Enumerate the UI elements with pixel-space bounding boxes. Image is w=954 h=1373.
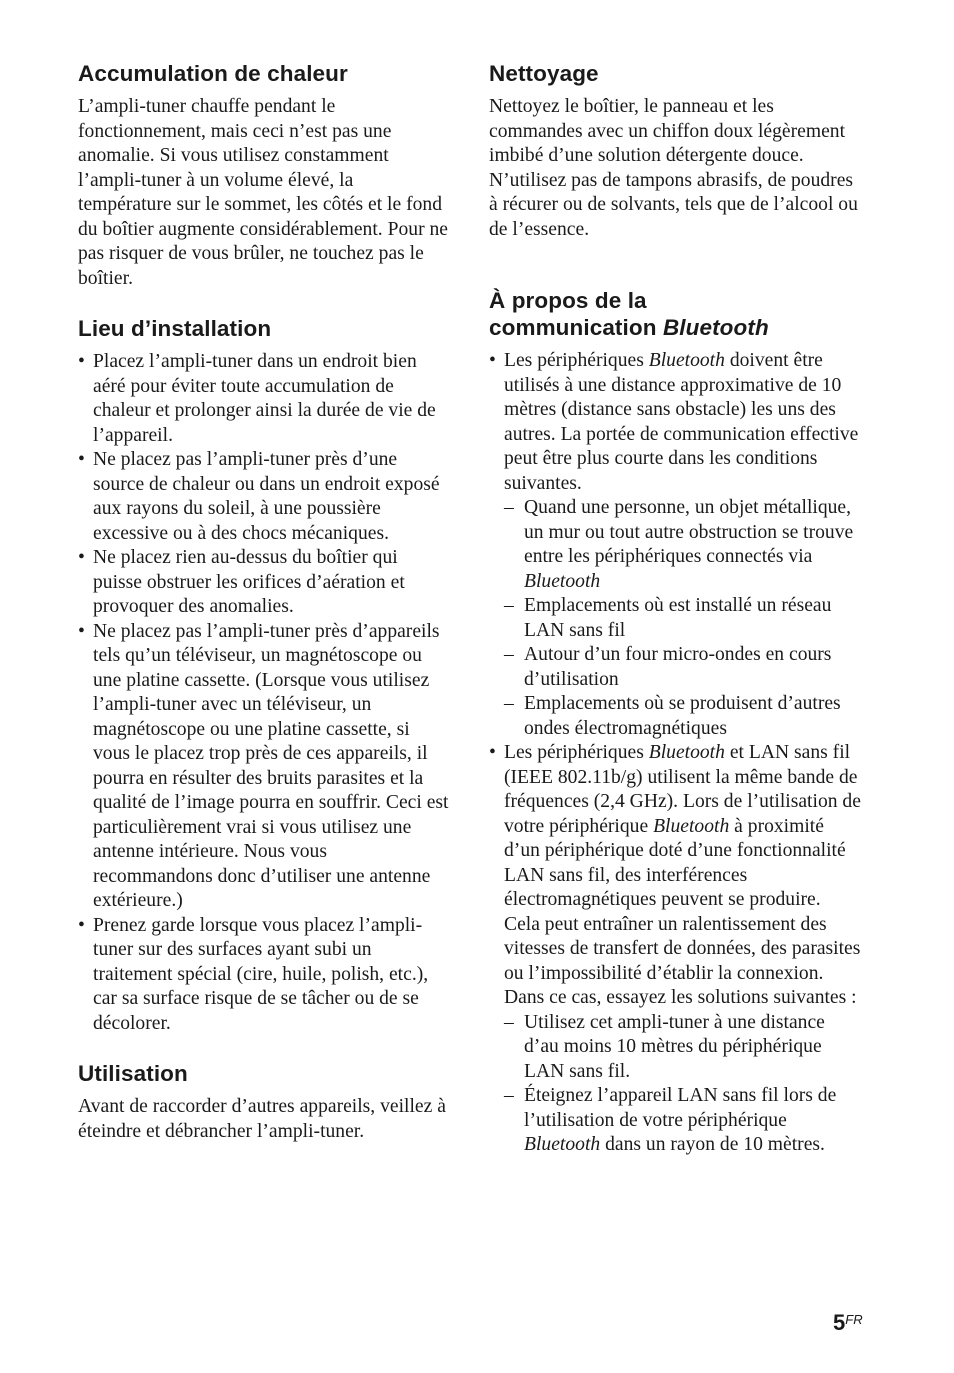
list-item [489, 741, 861, 1158]
section-installation [78, 315, 450, 1036]
sub-list-item: – Utilisez cet ampli-tuner à une distance d’au moins 10 mètres du périphérique LAN sans fil. [504, 1011, 861, 1085]
sub-list-item: – Autour d’un four micro-ondes en cours d’utilisation [504, 643, 861, 692]
heading-cleaning: Nettoyage [489, 61, 599, 86]
bt-b2-mid1: et LAN sans fil (IEEE 802.11b/g) utilisent la même bande de fréquences (2,4 GHz). Lors de l’utilisation de votre périphérique [504, 742, 861, 837]
bt-b1-d1-pre: Quand une personne, un objet métallique, un mur ou tout autre obstruction se trouve entre les périphériques connectés via [524, 497, 854, 567]
bluetooth-term: Bluetooth [648, 742, 725, 763]
heading-bluetooth-line2: communication [489, 315, 657, 340]
page-number [833, 1310, 863, 1336]
left-column [78, 60, 450, 1168]
section-use [78, 1060, 450, 1144]
list-item: • Prenez garde lorsque vous placez l’ampli-tuner sur des surfaces ayant subi un traitement spécial (cire, huile, polish, etc.), car sa surface risque de se tâcher ou de se décolorer. [78, 914, 450, 1037]
paragraph-use: Avant de raccorder d’autres appareils, veillez à éteindre et débrancher l’ampli-tuner. [78, 1096, 446, 1142]
section-heat [78, 60, 450, 291]
bluetooth-term: Bluetooth [524, 1134, 601, 1155]
bluetooth-term: Bluetooth [648, 350, 725, 371]
sub-list-item: – Emplacements où se produisent d’autres ondes électromagnétiques [504, 692, 861, 741]
bt-b1-sublist [504, 496, 861, 741]
section-bluetooth [489, 287, 861, 1158]
list-item: • Ne placez pas l’ampli-tuner près d’une source de chaleur ou dans un endroit exposé aux rayons du soleil, à une poussière excessive ou à des chocs mécaniques. [78, 448, 450, 546]
section-cleaning [489, 60, 861, 242]
page-language: FR [845, 1312, 863, 1327]
list-item: • Ne placez pas l’ampli-tuner près d’appareils tels qu’un téléviseur, un magnétoscope ou une platine cassette. (Lorsque vous utilisez l’ampli-tuner avec un téléviseur, un magnétoscope ou une platine cassette, si vous le placez trop près de ces appareils, il pourra en résulter des bruits parasites et la qualité de l’image pourra en souffrir. Ceci est particulièrement vrai si vous utilisez une antenne intérieure. Nous vous recommandons donc d’utiliser une antenne extérieure.) [78, 620, 450, 914]
heading-bluetooth-line1: À propos de la [489, 288, 647, 313]
paragraph-cleaning: Nettoyez le boîtier, le panneau et les commandes avec un chiffon doux légèrement imbibé d’une solution détergente douce. N’utilisez pas de tampons abrasifs, de poudres à récurer ou de solvants, tels que de l’alcool ou de l’essence. [489, 96, 858, 240]
bt-b2-pre: Les périphériques [504, 742, 644, 763]
bluetooth-list [489, 349, 861, 1158]
paragraph-heat: L’ampli-tuner chauffe pendant le fonctionnement, mais ceci n’est pas une anomalie. Si vous utilisez constamment l’ampli-tuner à un volume élevé, la température sur le sommet, les côtés et le fond du boîtier augmente considérablement. Pour ne pas risquer de vous brûler, ne touchez pas le boîtier. [78, 96, 448, 289]
heading-installation: Lieu d’installation [78, 316, 272, 341]
sub-list-item: – Emplacements où est installé un réseau LAN sans fil [504, 594, 861, 643]
heading-use: Utilisation [78, 1061, 188, 1086]
bt-b2-mid2: à proximité d’un périphérique doté d’une fonctionnalité LAN sans fil, des interférences électromagnétiques peuvent se produire. Cela peut entraîner un ralentissement des vitesses de transfert de données, des parasites ou l’impossibilité d’établir la connexion. Dans ce cas, essayez les solutions suivantes : [504, 815, 861, 1008]
list-item [489, 349, 861, 741]
list-item: • Placez l’ampli-tuner dans un endroit bien aéré pour éviter toute accumulation de chaleur et prolonger ainsi la durée de vie de l’appareil. [78, 350, 450, 448]
installation-list [78, 350, 450, 1036]
heading-bluetooth [489, 287, 861, 341]
sub-list-item [504, 496, 861, 594]
bt-b2-sublist [504, 1011, 861, 1158]
bt-b1-post: doivent être utilisés à une distance approximative de 10 mètres (distance sans obstacle) les uns des autres. La portée de communication effective peut être plus courte dans les conditions suivantes. [504, 350, 859, 494]
bt-b2-d2-post: dans un rayon de 10 mètres. [605, 1134, 825, 1155]
bt-b2-d2-pre: Éteignez l’appareil LAN sans fil lors de l’utilisation de votre périphérique [524, 1085, 837, 1131]
page-number-value: 5 [833, 1310, 846, 1335]
heading-heat: Accumulation de chaleur [78, 61, 348, 86]
sub-list-item [504, 1084, 861, 1158]
list-item: • Ne placez rien au-dessus du boîtier qui puisse obstruer les orifices d’aération et provoquer des anomalies. [78, 546, 450, 620]
heading-bluetooth-term: Bluetooth [662, 315, 769, 340]
bt-b1-pre: Les périphériques [504, 350, 644, 371]
right-column [489, 60, 861, 1182]
bluetooth-term: Bluetooth [524, 570, 601, 592]
bluetooth-term: Bluetooth [653, 815, 730, 837]
